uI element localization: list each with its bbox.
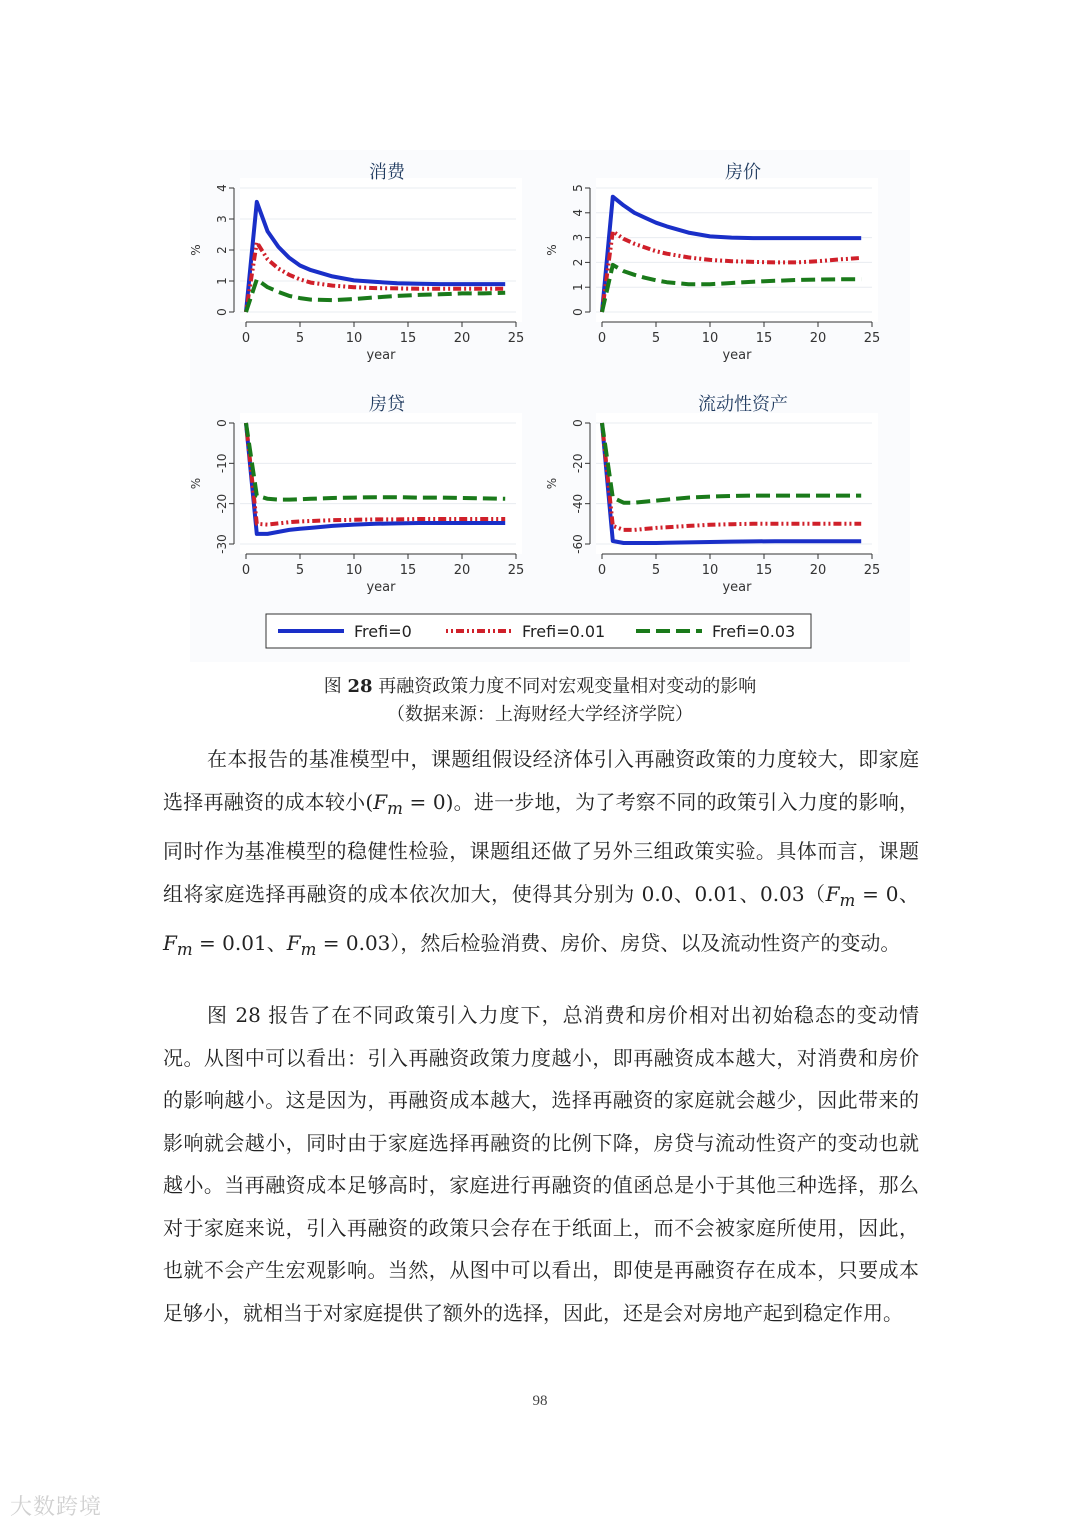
chart-title: 房贷 bbox=[369, 394, 405, 415]
y-tick-label: -40 bbox=[571, 493, 585, 514]
x-tick-label: 0 bbox=[597, 563, 607, 578]
caption-fig-label: 图 bbox=[323, 676, 342, 697]
p1-text-a: 在本报告的基准模型中，课题组假设经济体引入再融资政策的力度较大，即家庭选择再融资的成本较小( bbox=[163, 747, 919, 814]
y-tick-label: 2 bbox=[571, 258, 585, 267]
chart-panel-2 bbox=[545, 162, 880, 363]
x-tick-label: 5 bbox=[651, 331, 661, 346]
x-axis-label: year bbox=[722, 348, 752, 363]
x-tick-label: 15 bbox=[755, 563, 773, 578]
chart-title: 消费 bbox=[369, 162, 405, 183]
p1-text-b: )。进一步地，为了考察不同的政策引入力度的影响，同时作为基准模型的稳健性检验，课题组还做了另外三组政策实验。具体而言，课题组将家庭选择再融资的成本依次加大，使得其分别为 0.0、0.01、0.03（ bbox=[163, 789, 919, 906]
math-fm-0: $F_m = 0$ bbox=[373, 789, 446, 818]
x-tick-label: 20 bbox=[453, 331, 471, 346]
x-tick-label: 15 bbox=[399, 331, 417, 346]
x-tick-label: 15 bbox=[399, 563, 417, 578]
legend-label: Frefi=0 bbox=[354, 622, 412, 641]
chart-panel-3 bbox=[189, 394, 524, 595]
chart-title: 流动性资产 bbox=[698, 394, 788, 415]
legend-label: Frefi=0.03 bbox=[712, 622, 796, 641]
caption-title-text: 再融资政策力度不同对宏观变量相对变动的影响 bbox=[378, 676, 757, 697]
y-tick-label: -20 bbox=[571, 453, 585, 474]
x-axis-label: year bbox=[366, 580, 396, 595]
chart-title: 房价 bbox=[725, 162, 761, 183]
figure-caption-title bbox=[0, 672, 1080, 698]
page-number: 98 bbox=[532, 1393, 548, 1409]
y-tick-label: -60 bbox=[571, 534, 585, 554]
chart-panel-1 bbox=[189, 162, 524, 363]
y-axis-label: % bbox=[545, 244, 559, 256]
x-tick-label: 5 bbox=[295, 563, 305, 578]
figure-caption-source: （数据来源：上海财经大学经济学院） bbox=[387, 704, 693, 725]
caption-fig-number: 28 bbox=[347, 676, 373, 697]
y-tick-label: 3 bbox=[215, 215, 229, 223]
x-axis-label: year bbox=[722, 580, 752, 595]
x-tick-label: 10 bbox=[345, 331, 363, 346]
y-tick-label: -10 bbox=[215, 453, 229, 474]
x-tick-label: 15 bbox=[755, 331, 773, 346]
y-tick-label: -20 bbox=[215, 493, 229, 514]
plot-area bbox=[596, 413, 878, 554]
x-tick-label: 10 bbox=[345, 563, 363, 578]
x-tick-label: 5 bbox=[651, 563, 661, 578]
p1-sep-2: 、 bbox=[266, 931, 287, 955]
y-tick-label: 0 bbox=[571, 308, 585, 316]
chart-panel-4 bbox=[545, 394, 880, 595]
paragraph-2 bbox=[163, 994, 919, 1334]
y-tick-label: 0 bbox=[571, 419, 585, 427]
p1-sep-1: 、 bbox=[898, 881, 920, 906]
x-tick-label: 25 bbox=[507, 563, 525, 578]
paragraph-1 bbox=[163, 738, 919, 972]
x-tick-label: 0 bbox=[597, 331, 607, 346]
math-fm-0-b: $F_m = 0$ bbox=[825, 881, 899, 910]
x-tick-label: 25 bbox=[507, 331, 525, 346]
legend bbox=[266, 614, 811, 648]
math-fm-003: $F_m = 0.03$ bbox=[286, 931, 391, 959]
math-fm-001: $F_m = 0.01$ bbox=[163, 931, 267, 959]
x-tick-label: 0 bbox=[241, 331, 251, 346]
x-tick-label: 20 bbox=[809, 563, 827, 578]
y-axis-label: % bbox=[189, 244, 203, 256]
x-tick-label: 0 bbox=[241, 563, 251, 578]
x-axis-label: year bbox=[366, 348, 396, 363]
x-tick-label: 20 bbox=[453, 563, 471, 578]
y-tick-label: -30 bbox=[215, 534, 229, 554]
x-tick-label: 10 bbox=[701, 563, 719, 578]
x-tick-label: 20 bbox=[809, 331, 827, 346]
y-tick-label: 2 bbox=[215, 246, 229, 254]
y-tick-label: 4 bbox=[571, 208, 585, 217]
y-axis-label: % bbox=[189, 477, 203, 490]
x-tick-label: 25 bbox=[863, 331, 881, 346]
y-axis-label: % bbox=[545, 477, 559, 490]
x-tick-label: 5 bbox=[295, 331, 305, 346]
y-tick-label: 0 bbox=[215, 308, 229, 316]
legend-label: Frefi=0.01 bbox=[522, 622, 606, 641]
y-tick-label: 1 bbox=[215, 277, 229, 285]
plot-area bbox=[596, 178, 878, 322]
x-tick-label: 10 bbox=[701, 331, 719, 346]
p1-text-c: ），然后检验消费、房价、房贷、以及流动性资产的变动。 bbox=[390, 931, 901, 955]
watermark: 大数跨境 bbox=[10, 1495, 103, 1520]
y-tick-label: 3 bbox=[571, 233, 585, 242]
y-tick-label: 5 bbox=[571, 184, 585, 192]
y-tick-label: 1 bbox=[571, 283, 585, 292]
figure-28-charts bbox=[0, 0, 1080, 700]
y-tick-label: 0 bbox=[215, 419, 229, 427]
y-tick-label: 4 bbox=[215, 184, 229, 192]
p2-text: 图 28 报告了在不同政策引入力度下，总消费和房价相对出初始稳态的变动情况。从图中可以看出：引入再融资政策力度越小，即再融资成本越大，对消费和房价的影响越小。这是因为，再融资成本越大，选择再融资的家庭就会越少，因此带来的影响就会越小，同时由于家庭选择再融资的比例下降，房贷与流动性资产的变动也就越小。当再融资成本足够高时，家庭进行再融资的值函总是小于其他三种选择，那么对于家庭来说，引入再融资的政策只会存在于纸面上，而不会被家庭所使用，因此，也就不会产生宏观影响。当然，从图中可以看出，即使是再融资存在成本，只要成本足够小，就相当于对家庭提供了额外的选择，因此，还是会对房地产起到稳定作用。 bbox=[163, 1003, 919, 1325]
x-tick-label: 25 bbox=[863, 563, 881, 578]
